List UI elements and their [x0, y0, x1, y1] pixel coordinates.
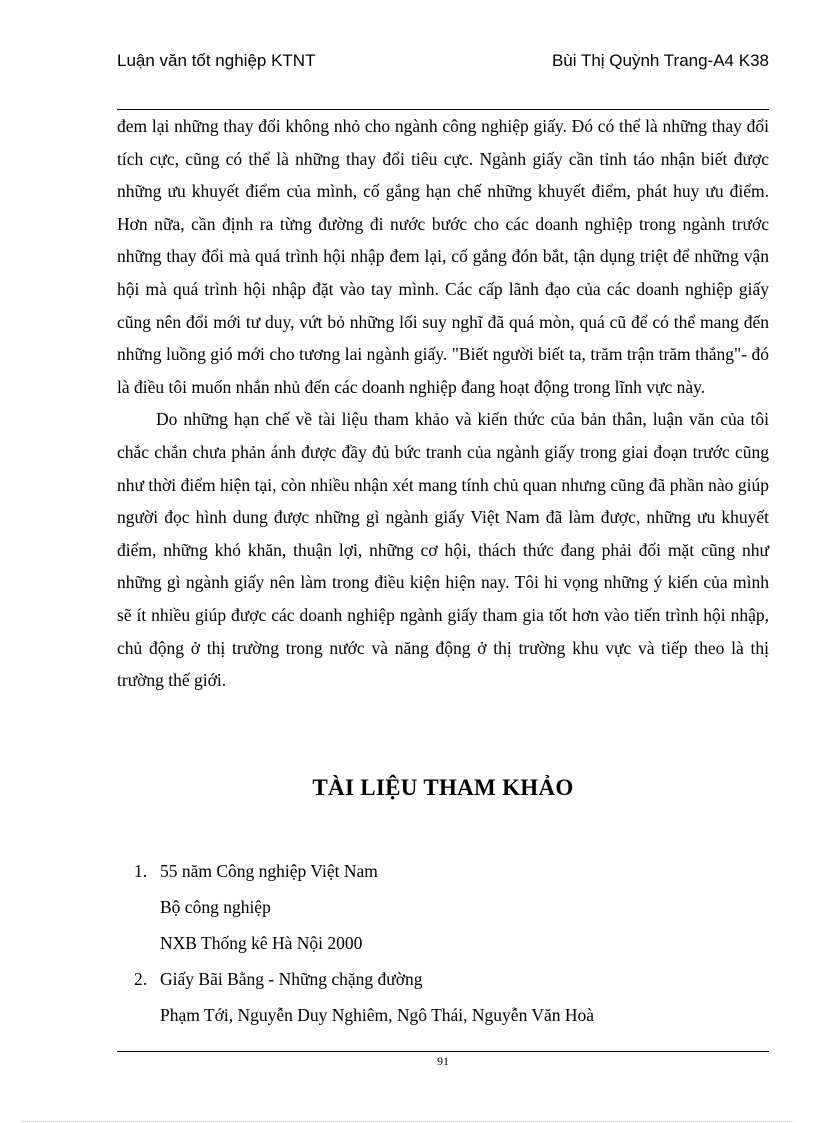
page-edge-divider — [22, 1121, 794, 1122]
footer-rule — [117, 1051, 769, 1052]
document-body — [117, 110, 769, 697]
reference-list — [134, 853, 754, 1033]
reference-author: Phạm Tới, Nguyễn Duy Nghiêm, Ngô Thái, Nguyễn Văn Hoà — [160, 1005, 595, 1025]
body-paragraph: Do những hạn chế về tài liệu tham khảo và kiến thức của bản thân, luận văn của tôi chắc chắn chưa phản ánh được đầy đủ bức tranh của ngành giấy trong giai đoạn trước cũng như thời điểm hiện tại, còn nhiều nhận xét mang tính chủ quan nhưng cũng đã phần nào giúp người đọc hình dung được những gì ngành giấy Việt Nam đã làm được, những ưu khuyết điểm, những khó khăn, thuận lợi, những cơ hội, thách thức đang phải đối mặt cũng như những gì ngành giấy nên làm trong điều kiện hiện nay. Tôi hi vọng những ý kiến của mình sẽ ít nhiều giúp được các doanh nghiệp ngành giấy tham gia tốt hơn vào tiến trình hội nhập, chủ động ở thị trường trong nước và năng động ở thị trường khu vực và tiếp theo là thị trường thế giới. — [117, 409, 769, 691]
body-paragraph: đem lại những thay đổi không nhỏ cho ngành công nghiệp giấy. Đó có thể là những thay đổi tích cực, cũng có thể là những thay đổi tiêu cực. Ngành giấy cần tỉnh táo nhận biết được những ưu khuyết điểm của mình, cố gắng hạn chế những khuyết điểm, phát huy ưu điểm. Hơn nữa, cần định ra từng đường đi nước bước cho các doanh nghiệp trong ngành trước những thay đổi mà quá trình hội nhập đem lại, cố gắng đón bắt, tận dụng triệt để những vận hội mà quá trình hội nhập đặt vào tay mình. Các cấp lãnh đạo của các doanh nghiệp giấy cũng nên đổi mới tư duy, vứt bỏ những lối suy nghĩ đã quá mòn, quá cũ để có thể mang đến những luồng gió mới cho tương lai ngành giấy. "Biết người biết ta, trăm trận trăm thắng"- đó là điều tôi muốn nhắn nhủ đến các doanh nghiệp đang hoạt động trong lĩnh vực này. — [117, 116, 769, 397]
reference-item — [134, 961, 754, 1033]
header-author: Bùi Thị Quỳnh Trang-A4 K38 — [551, 51, 769, 70]
reference-title: Giấy Bãi Bằng - Những chặng đường — [160, 969, 423, 989]
reference-author: Bộ công nghiệp — [160, 897, 271, 917]
header-thesis-label: Luận văn tốt nghiệp KTNT — [117, 51, 316, 70]
reference-publisher: NXB Thống kê Hà Nội 2000 — [160, 933, 363, 953]
references-heading: TÀI LIỆU THAM KHẢO — [312, 775, 574, 800]
reference-item — [134, 853, 754, 961]
reference-title: 55 năm Công nghiệp Việt Nam — [160, 861, 378, 881]
reference-number: 1. — [134, 861, 148, 881]
page-number: 91 — [437, 1054, 449, 1068]
reference-number: 2. — [134, 969, 148, 989]
